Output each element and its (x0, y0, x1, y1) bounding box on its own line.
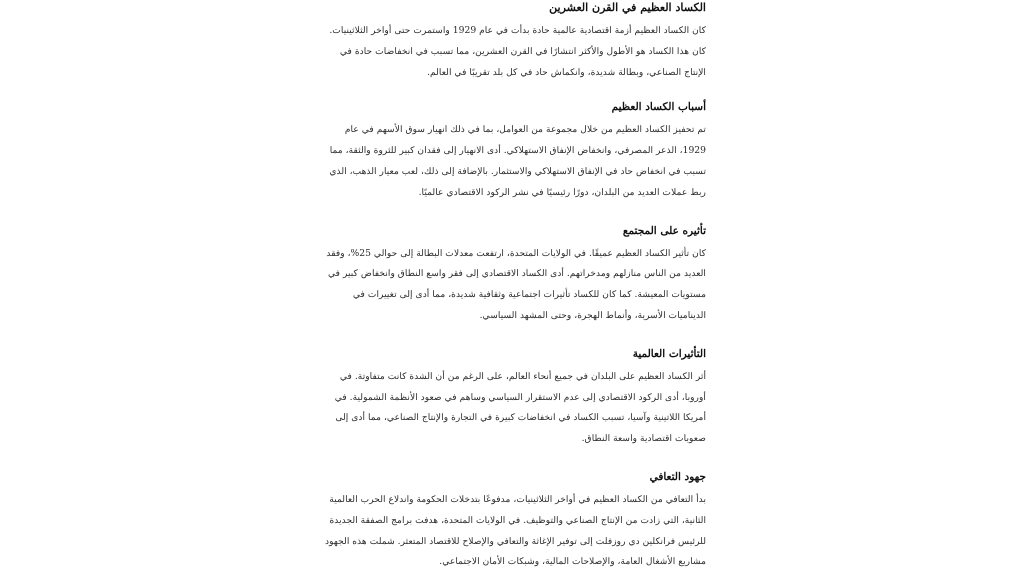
intro-paragraph: كان الكساد العظيم أزمة اقتصادية عالمية حادة بدأت في عام 1929 واستمرت حتى أواخر الثلاثينيات. كان هذا الكساد هو الأطول والأكثر انتشارًا في القرن العشرين، مما تسبب في انخفاضات حادة في الإنتاج الصناعي، وبطالة شديدة، وانكماش حاد في كل بلد تقريبًا في العالم. (329, 25, 706, 78)
section-heading-recovery: جهود التعافي (649, 470, 706, 483)
section-global-effects (318, 347, 706, 450)
section-paragraph-causes: تم تحفيز الكساد العظيم من خلال مجموعة من العوامل، بما في ذلك انهيار سوق الأسهم في عام 1929، الذعر المصرفي، وانخفاض الإنفاق الاستهلاكي. أدى الانهيار إلى فقدان كبير للثروة والثقة، مما تسبب في انخفاض حاد في الإنفاق الاستهلاكي والاستثمار. بالإضافة إلى ذلك، لعب معيار الذهب، الذي ربط عملات العديد من البلدان، دورًا رئيسيًا في نشر الركود الاقتصادي عالميًا. (329, 124, 706, 198)
section-paragraph-global-effects: أثر الكساد العظيم على البلدان في جميع أنحاء العالم، على الرغم من أن الشدة كانت متفاوتة. في أوروبا، أدى الركود الاقتصادي إلى عدم الاستقرار السياسي وساهم في صعود الأنظمة الشمولية. في أمريكا اللاتينية وآسيا، تسبب الكساد في انخفاضات كبيرة في التجارة والإنتاج الصناعي، مما أدى إلى صعوبات اقتصادية واسعة النطاق. (334, 370, 706, 445)
section-heading-causes: أسباب الكساد العظيم (611, 101, 706, 114)
article (318, 0, 706, 573)
section-heading-global-effects: التأثيرات العالمية (632, 347, 706, 360)
section-heading-impact-society: تأثيره على المجتمع (622, 224, 706, 237)
article-title: الكساد العظيم في القرن العشرين (549, 1, 706, 14)
section-paragraph-recovery: بدأ التعافي من الكساد العظيم في أواخر الثلاثينيات، مدفوعًا بتدخلات الحكومة واندلاع الحرب العالمية الثانية، التي زادت من الإنتاج الصناعي والتوظيف. في الولايات المتحدة، هدفت برامج الصفقة الجديدة للرئيس فرانكلين دي روزفلت إلى توفير الإغاثة والتعافي والإصلاح للاقتصاد المتعثر. شملت هذه الجهود مشاريع الأشغال العامة، والإصلاحات المالية، وشبكات الأمان الاجتماعي. (325, 493, 706, 568)
section-impact-society (318, 224, 706, 327)
section-paragraph-impact-society: كان تأثير الكساد العظيم عميقًا. في الولايات المتحدة، ارتفعت معدلات البطالة إلى حوالي 25%، وفقد العديد من الناس منازلهم ومدخراتهم. أدى الكساد الاقتصادي إلى فقر واسع النطاق وانخفاض كبير في مستويات المعيشة. كما كان للكساد تأثيرات اجتماعية وثقافية شديدة، مما أدى إلى تغييرات في الديناميات الأسرية، وأنماط الهجرة، وحتى المشهد السياسي. (326, 247, 706, 321)
section-causes (318, 100, 706, 203)
section-recovery (318, 470, 706, 573)
